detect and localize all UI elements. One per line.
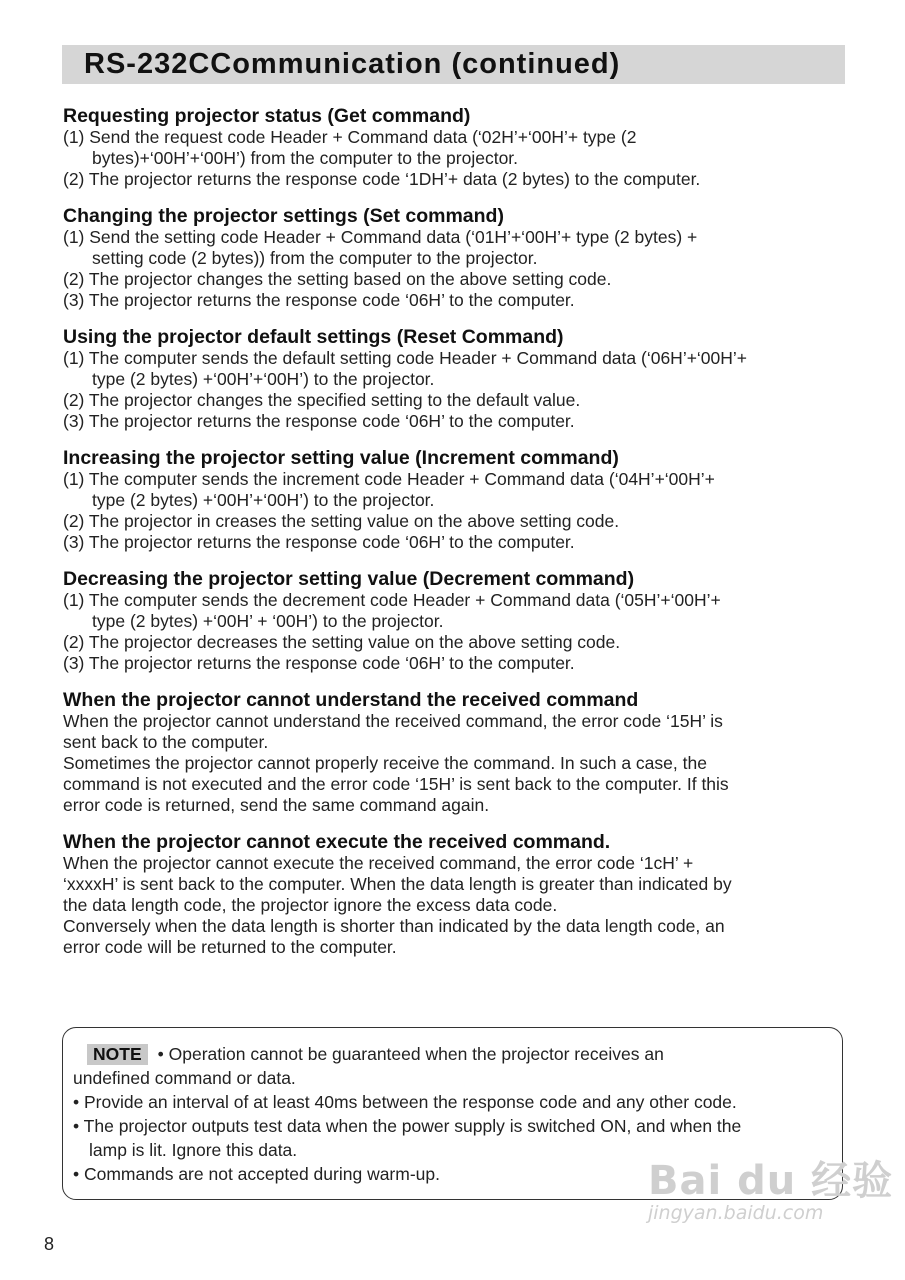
- section-increment-command: [63, 447, 853, 553]
- step-line: (2) The projector changes the setting based on the above setting code.: [63, 269, 612, 289]
- step-line: (2) The projector decreases the setting value on the above setting code.: [63, 632, 621, 652]
- note-text: • Operation cannot be guaranteed when the projector receives an: [157, 1044, 664, 1064]
- section-heading: Increasing the projector setting value (Increment command): [63, 447, 619, 469]
- baidu-watermark-logo: [648, 1160, 893, 1224]
- paragraph-line: When the projector cannot understand the received command, the error code ‘15H’ is: [63, 711, 723, 731]
- section-set-command: [63, 205, 853, 311]
- step-text-1: (1) The computer sends the decrement code Header + Command data (‘05H’+‘00H’+: [63, 590, 721, 610]
- section-cannot-understand: [63, 689, 853, 816]
- step-line: [63, 469, 853, 511]
- section-heading: Changing the projector settings (Set command): [63, 205, 504, 227]
- page-number: 8: [44, 1234, 55, 1254]
- note-text-cont: undefined command or data.: [73, 1068, 296, 1088]
- section-heading: Decreasing the projector setting value (Decrement command): [63, 568, 635, 590]
- step-line: (3) The projector returns the response code ‘06H’ to the computer.: [63, 653, 575, 673]
- step-line: (2) The projector returns the response code ‘1DH’+ data (2 bytes) to the computer.: [63, 169, 701, 189]
- step-line: [63, 127, 853, 169]
- step-text-1-cont: setting code (2 bytes)) from the computer to the projector.: [92, 248, 538, 268]
- step-line: (3) The projector returns the response code ‘06H’ to the computer.: [63, 532, 575, 552]
- note-bullet: • Commands are not accepted during warm-up.: [73, 1164, 440, 1184]
- step-text-1-cont: bytes)+‘00H’+‘00H’) from the computer to the projector.: [92, 148, 519, 168]
- paragraph-line: command is not executed and the error code ‘15H’ is sent back to the computer. If this: [63, 774, 729, 794]
- watermark-sub-text: jingyan.baidu.com: [648, 1202, 824, 1224]
- step-line: [63, 348, 853, 390]
- step-text-1: (1) Send the request code Header + Command data (‘02H’+‘00H’+ type (2: [63, 127, 637, 147]
- step-text-1: (1) The computer sends the default setting code Header + Command data (‘06H’+‘00H’+: [63, 348, 748, 368]
- main-content: [63, 105, 853, 973]
- note-first-line: [73, 1042, 832, 1066]
- watermark-main-text: Bai du 经验: [648, 1158, 894, 1204]
- title-bar: [62, 45, 845, 84]
- step-line: [63, 227, 853, 269]
- paragraph-line: sent back to the computer.: [63, 732, 269, 752]
- step-line: (2) The projector changes the specified setting to the default value.: [63, 390, 581, 410]
- paragraph-line: error code is returned, send the same command again.: [63, 795, 490, 815]
- step-line: (3) The projector returns the response code ‘06H’ to the computer.: [63, 290, 575, 310]
- step-text-1-cont: type (2 bytes) +‘00H’+‘00H’) to the projector.: [92, 369, 435, 389]
- step-text-1: (1) Send the setting code Header + Command data (‘01H’+‘00H’+ type (2 bytes) +: [63, 227, 698, 247]
- paragraph-line: Conversely when the data length is shorter than indicated by the data length code, an: [63, 916, 725, 936]
- note-bullet-text: • The projector outputs test data when the power supply is switched ON, and when the: [73, 1116, 742, 1136]
- section-heading: Requesting projector status (Get command): [63, 105, 471, 127]
- step-text-1-cont: type (2 bytes) +‘00H’ + ‘00H’) to the projector.: [92, 611, 444, 631]
- section-heading: Using the projector default settings (Reset Command): [63, 326, 564, 348]
- paragraph-line: error code will be returned to the computer.: [63, 937, 397, 957]
- paragraph-line: ‘xxxxH’ is sent back to the computer. When the data length is greater than indicated by: [63, 874, 732, 894]
- step-text-1: (1) The computer sends the increment code Header + Command data (‘04H’+‘00H’+: [63, 469, 715, 489]
- paragraph-line: Sometimes the projector cannot properly receive the command. In such a case, the: [63, 753, 707, 773]
- step-text-1-cont: type (2 bytes) +‘00H’+‘00H’) to the projector.: [92, 490, 435, 510]
- step-line: [63, 590, 853, 632]
- note-bullet: [73, 1114, 832, 1162]
- paragraph-line: When the projector cannot execute the received command, the error code ‘1cH’ +: [63, 853, 694, 873]
- step-line: (2) The projector in creases the setting value on the above setting code.: [63, 511, 620, 531]
- section-heading: When the projector cannot understand the received command: [63, 689, 639, 711]
- note-bullet-text-cont: lamp is lit. Ignore this data.: [89, 1140, 298, 1160]
- note-bullet: • Provide an interval of at least 40ms between the response code and any other code.: [73, 1092, 737, 1112]
- paragraph-line: the data length code, the projector ignore the excess data code.: [63, 895, 558, 915]
- section-get-command: [63, 105, 853, 190]
- note-badge: NOTE: [87, 1044, 148, 1065]
- step-line: (3) The projector returns the response code ‘06H’ to the computer.: [63, 411, 575, 431]
- page-title: RS-232CCommunication (continued): [84, 48, 621, 80]
- section-reset-command: [63, 326, 853, 432]
- section-heading: When the projector cannot execute the received command.: [63, 831, 611, 853]
- section-cannot-execute: [63, 831, 853, 958]
- section-decrement-command: [63, 568, 853, 674]
